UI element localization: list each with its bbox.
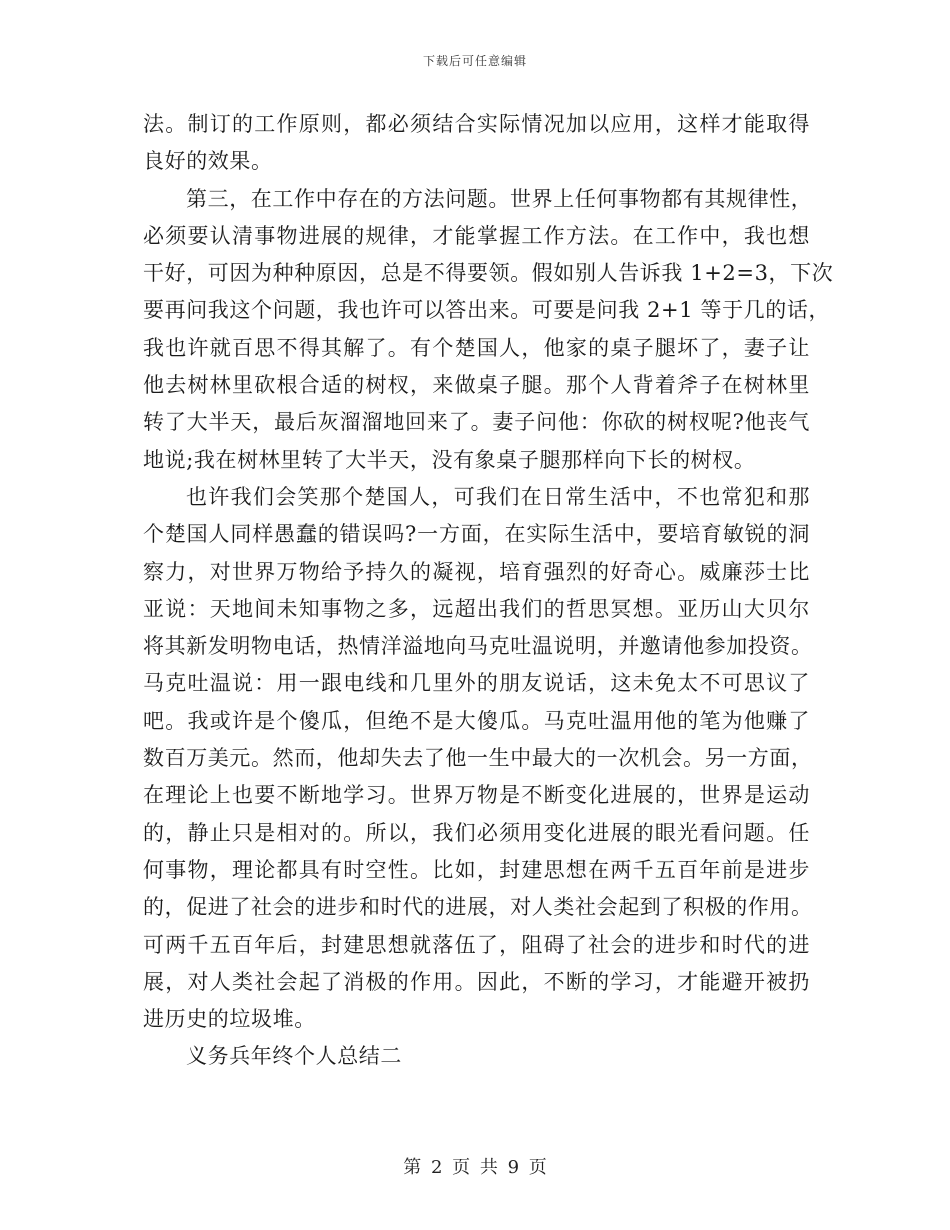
text-line: 转了大半天，最后灰溜溜地回来了。妻子问他：你砍的树杈呢?他丧气 — [143, 410, 810, 435]
text-line: 吧。我或许是个傻瓜，但绝不是大傻瓜。马克吐温用他的笔为他赚了 — [143, 708, 810, 733]
page-header: 下载后可任意编辑 — [422, 54, 527, 68]
text-line: 个楚国人同样愚蠢的错误吗?一方面，在实际生活中，要培育敏锐的洞 — [143, 522, 810, 547]
text-line: 也许我们会笑那个楚国人，可我们在日常生活中，不也常犯和那 — [186, 484, 810, 509]
text-line: 在理论上也要不断地学习。世界万物是不断变化进展的，世界是运动 — [143, 783, 810, 808]
text-line: 法。制订的工作原则，都必须结合实际情况加以应用，这样才能取得 — [143, 112, 810, 136]
text-line: 展，对人类社会起了消极的作用。因此，不断的学习，才能避开被扔 — [143, 969, 810, 994]
text-line: 义务兵年终个人总结二 — [186, 1044, 402, 1069]
text-line: 良好的效果。 — [143, 149, 273, 174]
text-line: 亚说：天地间未知事物之多，远超出我们的哲思冥想。亚历山大贝尔 — [143, 596, 810, 621]
text-line: 必须要认清事物进展的规律，才能掌握工作方法。在工作中，我也想 — [143, 223, 810, 248]
text-line: 要再问我这个问题，我也许可以答出来。可要是问我 2+1 等于几的话， — [143, 298, 831, 323]
text-line: 进历史的垃圾堆。 — [143, 1007, 316, 1032]
text-line: 可两千五百年后，封建思想就落伍了，阻碍了社会的进步和时代的进 — [143, 932, 810, 957]
text-line: 将其新发明物电话，热情洋溢地向马克吐温说明，并邀请他参加投资。 — [143, 634, 813, 659]
page-footer: 第 2 页 共 9 页 — [403, 1157, 547, 1178]
text-line: 地说;我在树林里转了大半天，没有象桌子腿那样向下长的树杈。 — [143, 447, 756, 472]
text-line: 数百万美元。然而，他却失去了他一生中最大的一次机会。另一方面， — [143, 746, 813, 771]
text-line: 马克吐温说：用一跟电线和几里外的朋友说话，这未免太不可思议了 — [143, 671, 810, 696]
text-line: 察力，对世界万物给予持久的凝视，培育强烈的好奇心。威廉莎士比 — [143, 559, 810, 584]
text-line: 第三，在工作中存在的方法问题。世界上任何事物都有其规律性， — [186, 186, 813, 211]
text-line: 我也许就百思不得其解了。有个楚国人，他家的桌子腿坏了，妻子让 — [143, 335, 810, 360]
text-line: 他去树林里砍根合适的树杈，来做桌子腿。那个人背着斧子在树林里 — [143, 373, 810, 398]
text-line: 的，促进了社会的进步和时代的进展，对人类社会起到了积极的作用。 — [143, 895, 813, 920]
text-line: 何事物，理论都具有时空性。比如，封建思想在两千五百年前是进步 — [143, 857, 810, 882]
text-line: 干好，可因为种种原因，总是不得要领。假如别人告诉我 1+2=3，下次 — [143, 261, 834, 286]
document-body — [143, 106, 834, 1076]
text-line: 的，静止只是相对的。所以，我们必须用变化进展的眼光看问题。任 — [143, 820, 810, 845]
